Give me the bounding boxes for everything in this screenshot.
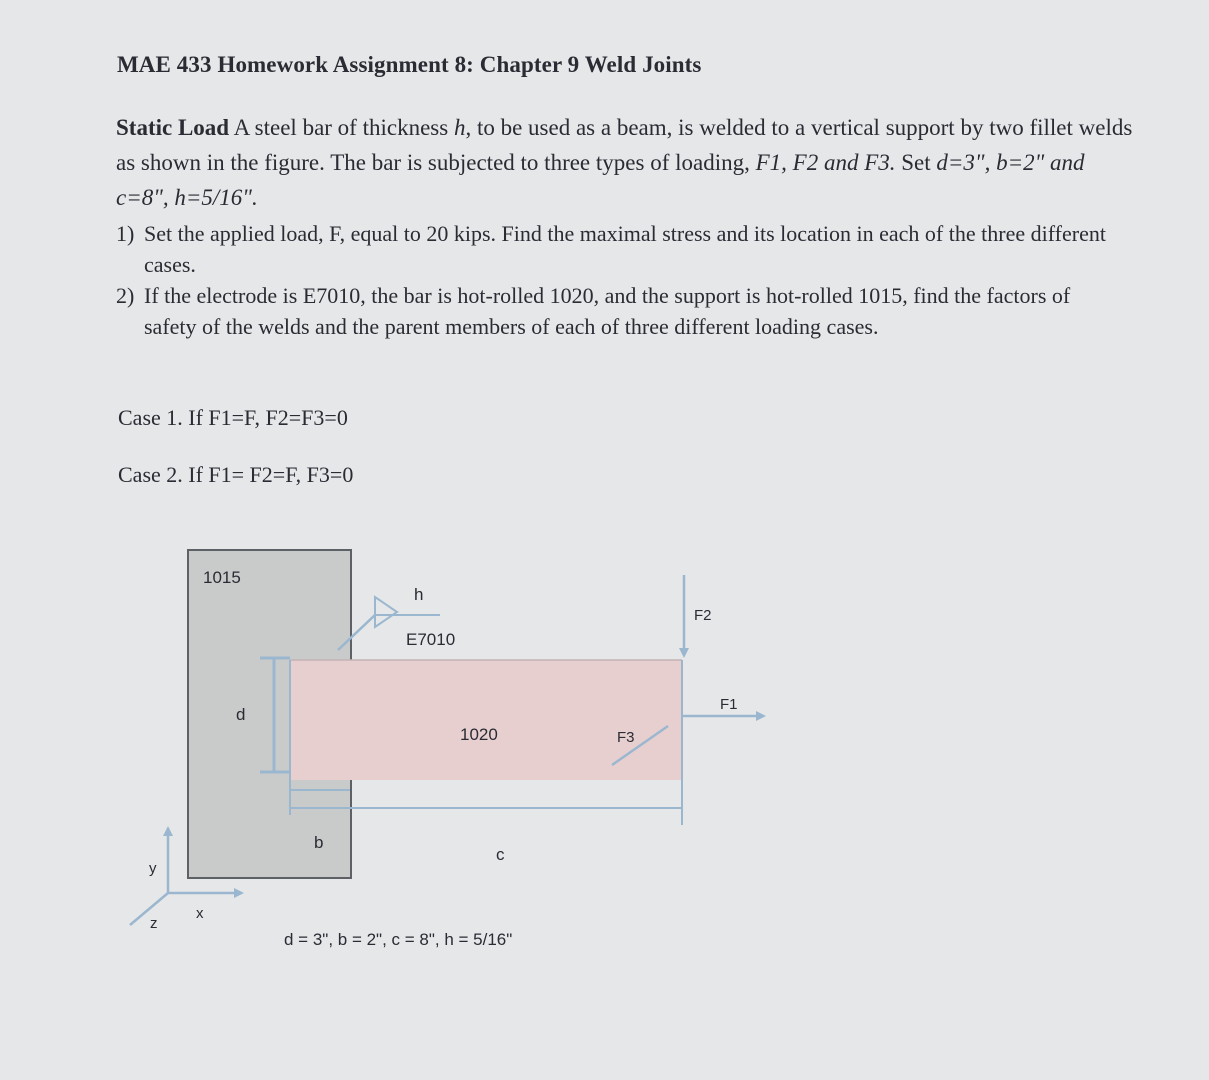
assignment-title: MAE 433 Homework Assignment 8: Chapter 9 Weld Joints	[117, 52, 702, 77]
electrode-label: E7010	[406, 630, 456, 649]
question-text: If the electrode is E7010, the bar is hot-rolled 1020, and the support is hot-rolled 1015, find the factors of safety of the welds and the parent members of each of three different loading cases.	[144, 283, 1071, 339]
c-label: c	[496, 845, 505, 864]
parameter-list: d=3", b=2" and c=8", h=5/16".	[116, 150, 1085, 210]
f1-label: F1	[720, 696, 738, 713]
figure-caption: d = 3", b = 2", c = 8", h = 5/16"	[284, 930, 513, 949]
statement-text-3: Set	[895, 150, 937, 175]
f3-label: F3	[617, 729, 635, 746]
beam-bar	[290, 660, 682, 780]
support-label: 1015	[203, 568, 241, 587]
case-2-text: Case 2. If F1= F2=F, F3=0	[118, 462, 354, 487]
b-label: b	[314, 833, 324, 852]
statement-text-2: , to be used as a beam, is welded to a vertical support by two fillet welds as shown in the figure. The bar is subjected to three types of loading,	[116, 115, 1133, 175]
z-axis	[130, 893, 168, 925]
statement-text-1: A steel bar of thickness	[229, 115, 454, 140]
question-text: Set the applied load, F, equal to 20 kips. Find the maximal stress and its location in each of the three different cases.	[144, 221, 1106, 277]
load-list: F1, F2 and F3.	[755, 150, 896, 175]
section-heading: Static Load	[116, 115, 230, 140]
thickness-variable: h	[453, 115, 466, 140]
y-axis-label: y	[149, 860, 157, 877]
bar-label: 1020	[460, 725, 498, 744]
case-1-text: Case 1. If F1=F, F2=F3=0	[118, 405, 348, 430]
d-label: d	[236, 705, 246, 724]
weld-size-label: h	[414, 585, 424, 604]
f2-label: F2	[694, 607, 712, 624]
question-number: 1)	[116, 221, 135, 246]
question-number: 2)	[116, 283, 135, 308]
x-axis-label: x	[196, 905, 204, 922]
z-axis-label: z	[150, 915, 158, 932]
fillet-weld-symbol	[375, 597, 397, 627]
